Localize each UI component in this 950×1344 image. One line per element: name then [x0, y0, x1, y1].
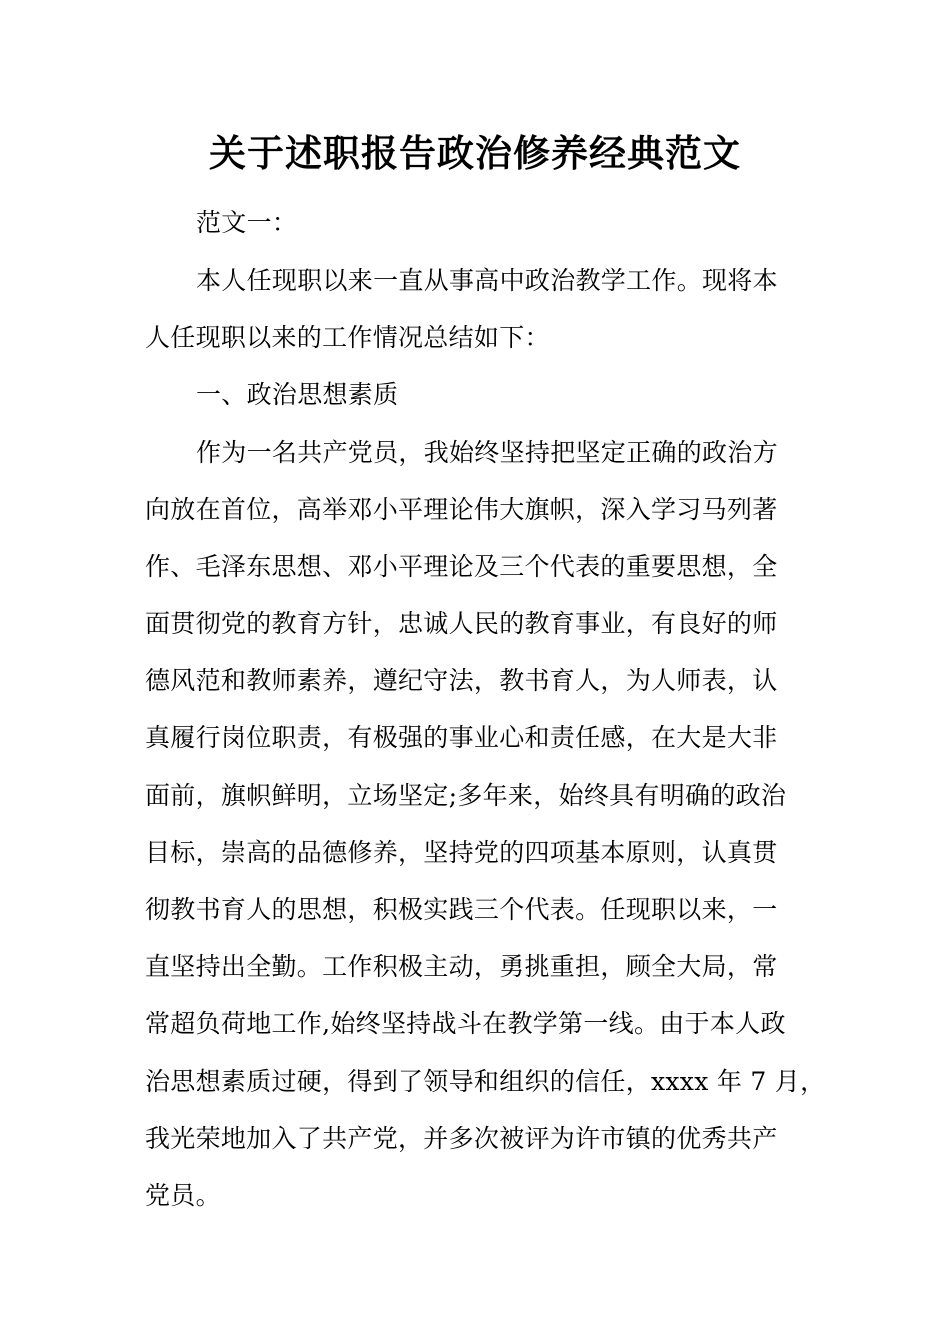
body-line: 目标，崇高的品德修养，坚持党的四项基本原则，认真贯 — [145, 838, 778, 867]
body-line: 治思想素质过硬，得到了领导和组织的信任，xxxx 年 7 月， — [145, 1067, 826, 1096]
body-line: 人任现职以来的工作情况总结如下： — [145, 323, 550, 352]
body-line: 向放在首位，高举邓小平理论伟大旗帜，深入学习马列著 — [145, 495, 778, 524]
document-title: 关于述职报告政治修养经典范文 — [209, 131, 741, 175]
body-line: 彻教书育人的思想，积极实践三个代表。任现职以来，一 — [145, 895, 778, 924]
body-line: 作为一名共产党员，我始终坚持把坚定正确的政治方 — [196, 438, 778, 467]
body-line: 范文一： — [196, 208, 298, 237]
body-line: 面贯彻党的教育方针，忠诚人民的教育事业，有良好的师 — [145, 609, 778, 638]
body-line: 直坚持出全勤。工作积极主动，勇挑重担，顾全大局，常 — [145, 952, 778, 981]
body-line: 常超负荷地工作,始终坚持战斗在教学第一线。由于本人政 — [145, 1009, 786, 1038]
body-line: 我光荣地加入了共产党，并多次被评为许市镇的优秀共产 — [145, 1124, 778, 1153]
body-line: 作、毛泽东思想、邓小平理论及三个代表的重要思想，全 — [145, 552, 778, 581]
body-line: 德风范和教师素养，遵纪守法，教书育人，为人师表，认 — [145, 666, 778, 695]
body-line: 面前，旗帜鲜明，立场坚定;多年来，始终具有明确的政治 — [145, 781, 787, 810]
body-line: 真履行岗位职责，有极强的事业心和责任感，在大是大非 — [145, 723, 778, 752]
body-line: 本人任现职以来一直从事高中政治教学工作。现将本 — [196, 266, 778, 295]
body-line: 一、政治思想素质 — [196, 380, 399, 409]
body-line: 党员。 — [145, 1181, 221, 1210]
